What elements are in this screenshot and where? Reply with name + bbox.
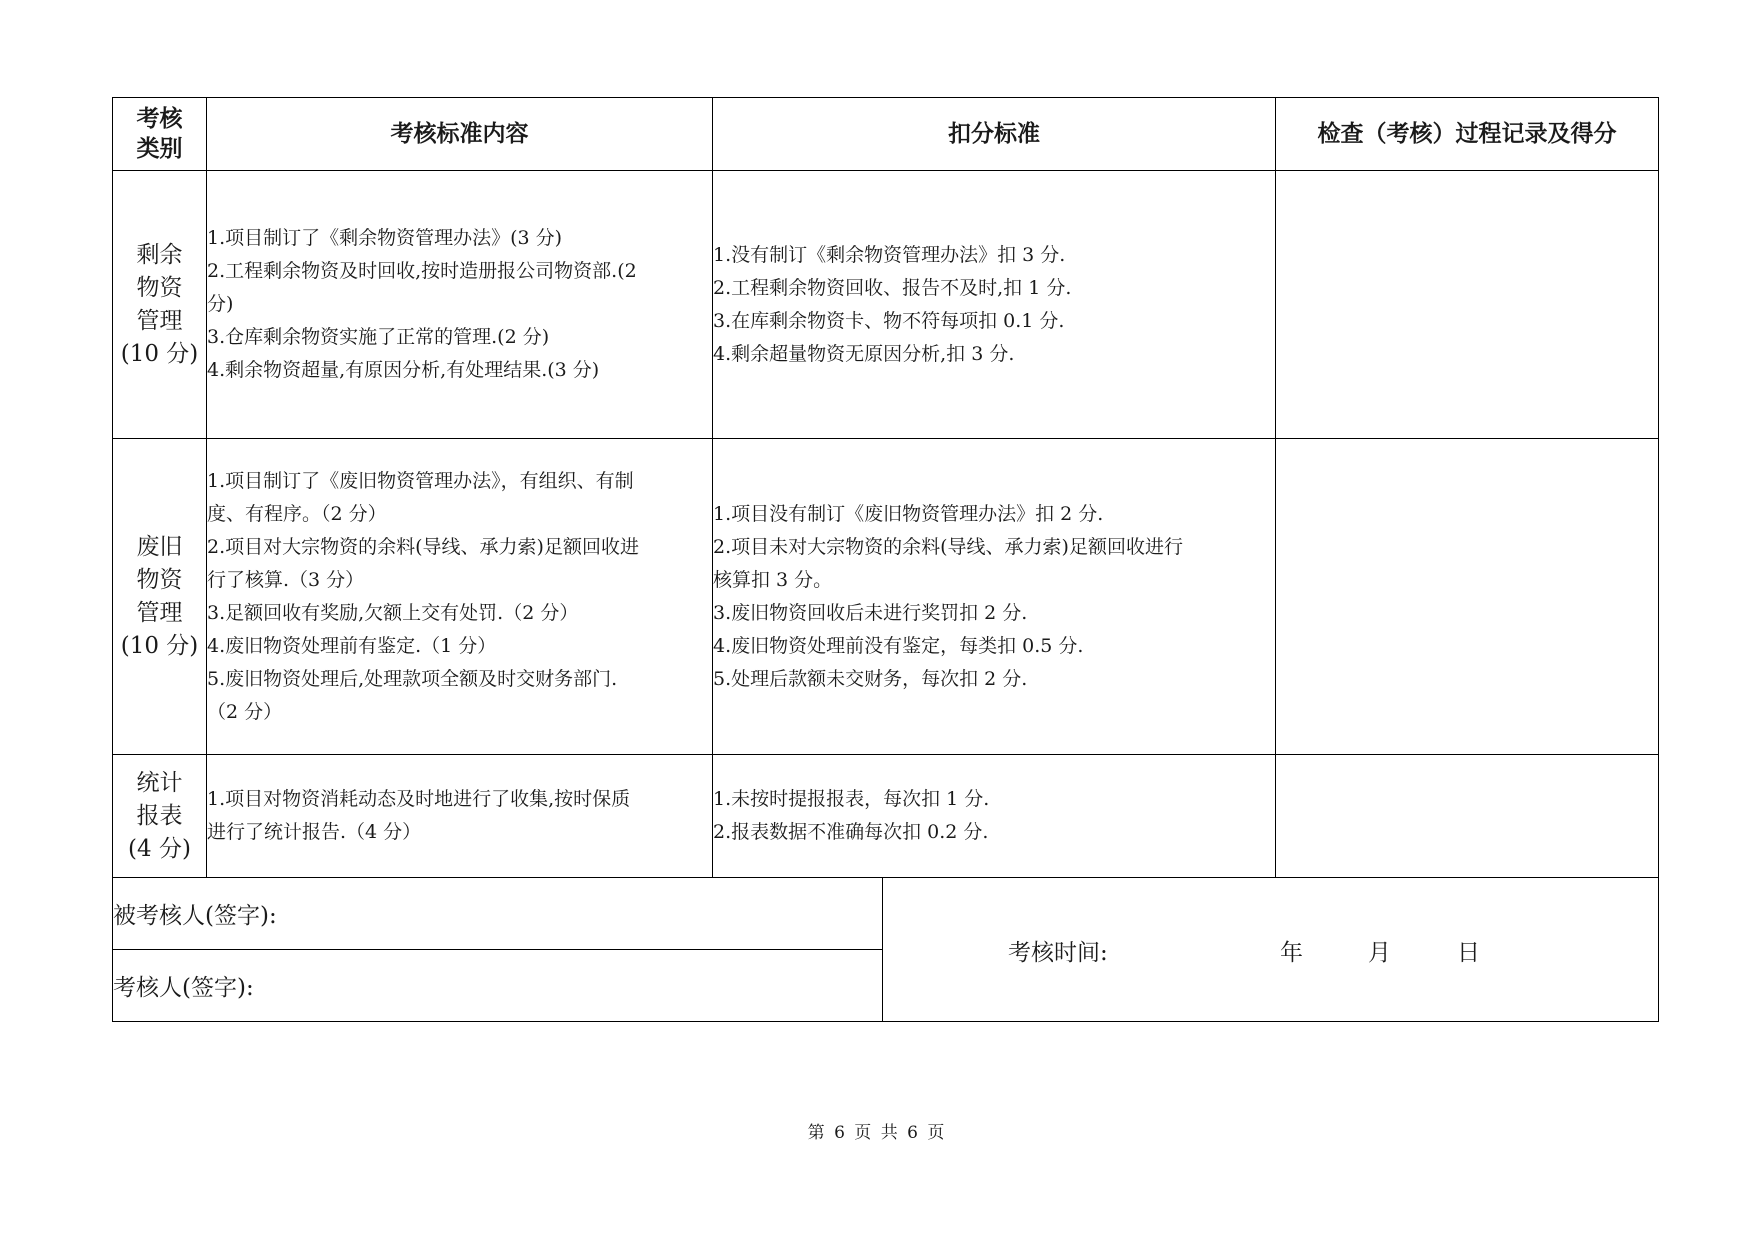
assessment-time-field[interactable] (883, 878, 1659, 1022)
standard-line: 2.工程剩余物资及时回收,按时造册报公司物资部.(2 (207, 260, 637, 282)
deduction-line: 1.项目没有制订《废旧物资管理办法》扣 2 分. (713, 502, 1104, 525)
category-cell (113, 171, 207, 439)
assessor-signature-field[interactable] (113, 950, 883, 1022)
standard-cell (207, 171, 713, 439)
standard-cell (207, 439, 713, 755)
category-line: 剩余 (136, 241, 183, 268)
deduction-cell (713, 755, 1276, 878)
deduction-line: 2.报表数据不准确每次扣 0.2 分. (713, 821, 989, 843)
day-label: 日 (1457, 940, 1480, 966)
table-row-waste (113, 439, 1659, 755)
deduction-cell (713, 171, 1276, 439)
category-line: (10 分) (120, 632, 199, 659)
deduction-line: 4.剩余超量物资无原因分析,扣 3 分. (713, 342, 1015, 365)
header-standard: 考核标准内容 (207, 98, 713, 171)
deduction-line: 4.废旧物资处理前没有鉴定，每类扣 0.5 分. (713, 634, 1084, 657)
standard-line: 1.项目制订了《废旧物资管理办法》，有组织、有制 (207, 469, 634, 492)
deduction-line: 1.未按时提报报表，每次扣 1 分. (713, 788, 990, 810)
category-line: 管理 (136, 599, 183, 626)
standard-line: 3.足额回收有奖励,欠额上交有处罚.（2 分） (207, 601, 579, 624)
standard-line: 4.废旧物资处理前有鉴定.（1 分） (207, 634, 497, 657)
year-label: 年 (1280, 940, 1303, 966)
standard-line: 2.项目对大宗物资的余料(导线、承力索)足额回收进 (207, 535, 639, 558)
standard-line: 度、有程序。（2 分） (207, 502, 387, 525)
standard-cell (207, 755, 713, 878)
standard-line: 1.项目制订了《剩余物资管理办法》(3 分) (207, 227, 563, 249)
category-cell (113, 755, 207, 878)
standard-line: 行了核算.（3 分） (207, 568, 365, 591)
category-line: 管理 (136, 307, 183, 334)
deduction-line: 1.没有制订《剩余物资管理办法》扣 3 分. (713, 243, 1066, 266)
header-deduction: 扣分标准 (713, 98, 1276, 171)
assessment-table (112, 97, 1659, 1022)
standard-line: 1.项目对物资消耗动态及时地进行了收集,按时保质 (207, 788, 631, 810)
standard-line: 4.剩余物资超量,有原因分析,有处理结果.(3 分) (207, 359, 600, 381)
deduction-cell (713, 439, 1276, 755)
header-category (113, 98, 207, 171)
category-line: 统计 (136, 769, 183, 796)
standard-line: （2 分） (207, 700, 283, 723)
assessee-signature-field[interactable] (113, 878, 883, 950)
record-cell[interactable] (1276, 755, 1659, 878)
assessee-signature-label: 被考核人(签字): (113, 903, 277, 929)
table-row-statistics (113, 755, 1659, 878)
deduction-line: 2.工程剩余物资回收、报告不及时,扣 1 分. (713, 276, 1072, 299)
deduction-line: 2.项目未对大宗物资的余料(导线、承力索)足额回收进行 (713, 535, 1183, 558)
month-label: 月 (1368, 940, 1391, 966)
deduction-line: 核算扣 3 分。 (713, 568, 833, 591)
standard-line: 分) (207, 293, 234, 315)
category-line: 报表 (136, 802, 183, 829)
standard-line: 进行了统计报告.（4 分） (207, 821, 422, 843)
deduction-line: 3.在库剩余物资卡、物不符每项扣 0.1 分. (713, 309, 1065, 332)
page-number: 第 6 页 共 6 页 (807, 1123, 947, 1143)
deduction-line: 5.处理后款额未交财务，每次扣 2 分. (713, 667, 1028, 690)
deduction-line: 3.废旧物资回收后未进行奖罚扣 2 分. (713, 601, 1028, 624)
header-category-line: 类别 (136, 135, 183, 162)
category-line: 物资 (136, 566, 183, 593)
record-cell[interactable] (1276, 439, 1659, 755)
signature-row-assessee (113, 878, 1659, 950)
table-row-surplus (113, 171, 1659, 439)
standard-line: 5.废旧物资处理后,处理款项全额及时交财务部门. (207, 667, 618, 690)
category-line: 废旧 (136, 533, 183, 560)
header-category-line: 考核 (136, 105, 183, 132)
header-row (113, 98, 1659, 171)
standard-line: 3.仓库剩余物资实施了正常的管理.(2 分) (207, 326, 550, 348)
category-cell (113, 439, 207, 755)
category-line: 物资 (136, 274, 183, 301)
assessment-time-label: 考核时间: (1008, 940, 1108, 966)
assessor-signature-label: 考核人(签字): (113, 975, 254, 1001)
header-record: 检查（考核）过程记录及得分 (1276, 98, 1659, 171)
record-cell[interactable] (1276, 171, 1659, 439)
category-line: (4 分) (128, 835, 191, 862)
category-line: (10 分) (120, 340, 199, 367)
